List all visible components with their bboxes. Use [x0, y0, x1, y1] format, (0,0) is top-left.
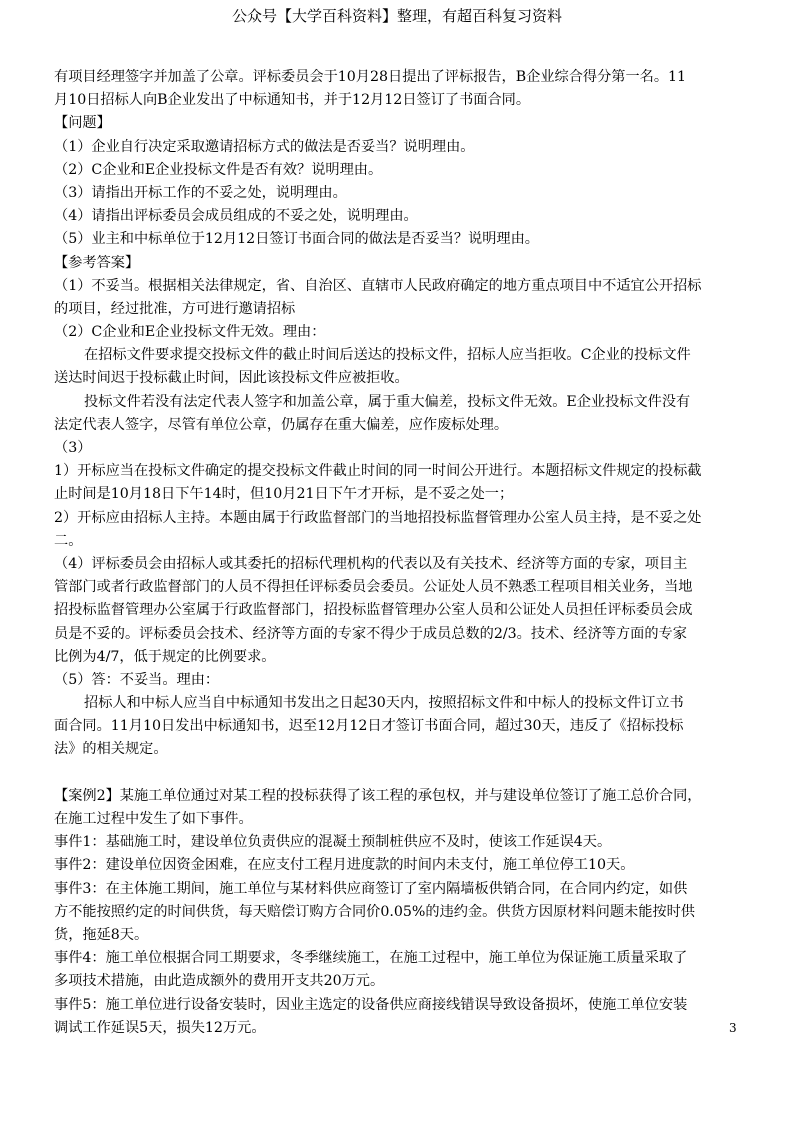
text-line: 招标人和中标人应当自中标通知书发出之日起30天内，按照招标文件和中标人的投标文件订立书 [84, 695, 684, 712]
text-line: 在施工过程中发生了如下事件。 [54, 811, 253, 827]
text-line: 事件1：基础施工时，建设单位负责供应的混凝土预制桩供应不及时，使该工作延误4天。 [54, 834, 612, 851]
text-line: 事件4：施工单位根据合同工期要求，冬季继续施工，在施工过程中，施工单位为保证施工质量采取了 [54, 950, 688, 967]
blank-line [54, 762, 754, 785]
text-line: （4）请指出评标委员会成员组成的不妥之处，说明理由。 [54, 208, 418, 225]
text-line: 事件2：建设单位因资金困难，在应支付工程月进度款的时间内未支付，施工单位停工10天。 [54, 857, 635, 874]
text-line: （1）不妥当。根据相关法律规定，省、自治区、直辖市人民政府确定的地方重点项目中不适宜公开招标 [54, 277, 702, 294]
text-line: 二。 [54, 532, 83, 549]
text-line: （2）C企业和E企业投标文件是否有效？说明理由。 [54, 161, 383, 178]
page-number: 3 [729, 1021, 737, 1035]
page-header: 公众号【大学百科资料】整理，有超百科复习资料 [231, 7, 562, 25]
text-line: 投标文件若没有法定代表人签字和加盖公章，属于重大偏差，投标文件无效。E企业投标文件没有 [84, 393, 691, 410]
text-line: 员是不妥的。评标委员会技术、经济等方面的专家不得少于成员总数的2/3。技术、经济等方面的专家 [54, 625, 687, 642]
text-line: 送达时间迟于投标截止时间，因此该投标文件应被拒收。 [54, 370, 409, 387]
text-line: 2）开标应由招标人主持。本题由属于行政监督部门的当地招投标监督管理办公室人员主持，是不妥之处 [54, 509, 702, 526]
text-line: 止时间是10月18日下午14时，但10月21日下午才开标，是不妥之处一； [54, 486, 514, 503]
text-line: 月10日招标人向B企业发出了中标通知书，并于12月12日签订了书面合同。 [54, 92, 531, 109]
text-line: 多项技术措施，由此造成额外的费用开支共20万元。 [54, 973, 385, 990]
text-line: 【参考答案】 [54, 254, 140, 271]
text-line: 货，拖延8天。 [54, 926, 149, 943]
text-line: （4）评标委员会由招标人或其委托的招标代理机构的代表以及有关技术、经济等方面的专家，项目主 [54, 555, 688, 572]
text-line: 1）开标应当在投标文件确定的提交投标文件截止时间的同一时间公开进行。本题招标文件规定的投标截 [54, 463, 702, 480]
text-line: 的项目，经过批准，方可进行邀请招标 [54, 300, 296, 317]
text-line: 管部门或者行政监督部门的人员不得担任评标委员会委员。公证处人员不熟悉工程项目相关业务，当地 [54, 579, 693, 596]
text-line: 有项目经理签字并加盖了公章。评标委员会于10月28日提出了评标报告，B企业综合得分第一名。11 [54, 69, 687, 85]
text-line: （3）请指出开标工作的不妥之处，说明理由。 [54, 184, 347, 201]
text-line: （5）答：不妥当。理由： [54, 671, 220, 688]
text-line: （3） [54, 440, 92, 456]
text-line: 招投标监督管理办公室属于行政监督部门，招投标监督管理办公室人员和公证处人员担任评标委员会成 [54, 602, 693, 619]
text-line: 调试工作延误5天，损失12万元。 [54, 1019, 266, 1036]
text-line: （1）企业自行决定采取邀请招标方式的做法是否妥当？说明理由。 [54, 138, 475, 155]
text-line: 法定代表人签字，尽管有单位公章，仍属存在重大偏差，应作废标处理。 [54, 416, 509, 433]
text-line: 事件3：在主体施工期间，施工单位与某材料供应商签订了室内隔墙板供销合同，在合同内约定，如供 [54, 880, 688, 897]
document-body [54, 66, 754, 1040]
text-line: （5）业主和中标单位于12月12日签订书面合同的做法是否妥当？说明理由。 [54, 231, 539, 248]
text-line: 【案例2】某施工单位通过对某工程的投标获得了该工程的承包权，并与建设单位签订了施工总价合同， [54, 787, 702, 804]
text-line: 方不能按照约定的时间供货，每天赔偿订购方合同价0.05%的违约金。供货方因原材料问题未能按时供 [54, 903, 695, 920]
text-line: 法》的相关规定。 [54, 741, 168, 758]
text-line: 面合同。11月10日发出中标通知书，迟至12月12日才签订书面合同，超过30天，违反了《招标投标 [54, 718, 684, 735]
text-line: 【问题】 [54, 115, 111, 132]
text-line: 事件5：施工单位进行设备安装时，因业主选定的设备供应商接线错误导致设备损坏，使施工单位安装 [54, 996, 688, 1013]
text-line: （2）C企业和E企业投标文件无效。理由： [54, 324, 326, 341]
text-line: 在招标文件要求提交投标文件的截止时间后送达的投标文件，招标人应当拒收。C企业的投标文件 [84, 347, 691, 364]
text-line: 比例为4/7，低于规定的比例要求。 [54, 648, 276, 665]
